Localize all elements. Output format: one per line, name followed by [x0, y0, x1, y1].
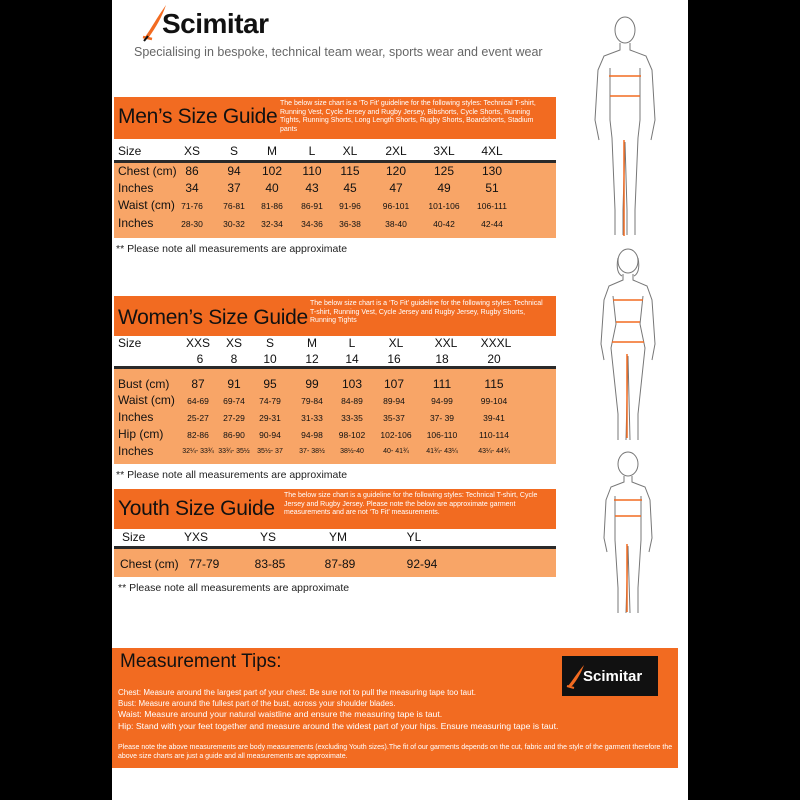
- women-size: M: [307, 336, 317, 350]
- women-cell: 106-110: [426, 430, 458, 440]
- men-cell: 47: [389, 181, 403, 195]
- men-row-label: Inches: [118, 181, 154, 195]
- tip-bust: [118, 699, 396, 708]
- women-size: L: [348, 336, 356, 350]
- women-row-label: Inches: [118, 444, 154, 458]
- men-cell: 110: [302, 164, 322, 178]
- women-cell: 90-94: [259, 430, 281, 440]
- women-row-label: Bust (cm): [118, 377, 170, 391]
- women-row-label: Inches: [118, 410, 154, 424]
- youth-footnote: ** Please note all measurements are approximate: [118, 582, 350, 594]
- women-cell: 89-94: [383, 396, 405, 406]
- women-cell: 91: [227, 377, 241, 391]
- men-cell: 81-86: [261, 201, 283, 211]
- women-uk-size: 12: [305, 352, 319, 366]
- tip-text: Stand with your feet together and measure around the widest part of your hips. Ensure measuring tape is taut.: [133, 721, 559, 731]
- women-cell: 110-114: [479, 430, 509, 440]
- men-size: S: [229, 144, 238, 158]
- tips-footer-note: Please note the above measurements are body measurements (excluding Youth sizes).The fit of our garments depends on the cut, fabric and the style of the garment therefore the above size charts are just a guide and all measurements are approximate.: [118, 744, 673, 760]
- measurement-tips-panel: [112, 648, 678, 768]
- women-cell: 39-41: [483, 413, 505, 423]
- women-cell: 43¼- 44¾: [478, 448, 510, 455]
- women-size: S: [265, 336, 274, 350]
- men-cell: 76-81: [223, 201, 245, 211]
- tip-term: Chest:: [118, 688, 142, 697]
- men-cell: 91-96: [339, 201, 361, 211]
- women-cell: 98-102: [338, 430, 366, 440]
- men-cell: 106-111: [477, 201, 507, 211]
- women-footnote: ** Please note all measurements are approximate: [116, 469, 348, 481]
- youth-cell: 83-85: [254, 557, 286, 571]
- men-size: 3XL: [433, 144, 455, 158]
- men-cell: 34: [185, 181, 199, 195]
- women-cell: 41¾- 43¼: [426, 448, 458, 455]
- men-cell: 49: [437, 181, 451, 195]
- men-size: 2XL: [385, 144, 407, 158]
- women-cell: 31-33: [301, 413, 323, 423]
- women-size: XXS: [185, 336, 210, 350]
- women-cell: 86-90: [223, 430, 245, 440]
- men-cell: 101-106: [428, 201, 460, 211]
- brand-logo-text: Scimitar: [162, 8, 269, 39]
- women-size: XXXL: [480, 336, 512, 350]
- men-cell: 34-36: [301, 219, 323, 229]
- tip-chest: [118, 688, 476, 697]
- women-uk-size: 20: [487, 352, 501, 366]
- women-cell: 25-27: [187, 413, 209, 423]
- women-cell: 37- 39: [429, 413, 455, 423]
- tip-term: Waist:: [118, 709, 142, 719]
- women-title: Women’s Size Guide: [118, 306, 308, 329]
- youth-cell: 77-79: [188, 557, 220, 571]
- child-body-figure: [598, 448, 658, 618]
- youth-size: YM: [329, 530, 347, 544]
- men-cell: 71-76: [181, 201, 203, 211]
- men-cell: 102: [261, 164, 283, 178]
- men-section-header: [114, 97, 556, 139]
- youth-size: YS: [259, 530, 276, 544]
- men-cell: 37: [227, 181, 241, 195]
- youth-section-header: [114, 489, 556, 529]
- women-cell: 79-84: [301, 396, 323, 406]
- men-footnote: ** Please note all measurements are approximate: [116, 243, 348, 255]
- youth-row-label: Chest (cm): [120, 557, 179, 571]
- men-cell: 40-42: [433, 219, 455, 229]
- women-uk-size: 18: [435, 352, 449, 366]
- women-cell: 95: [263, 377, 277, 391]
- women-cell: 103: [341, 377, 363, 391]
- women-cell: 84-89: [341, 396, 363, 406]
- men-row-label: Waist (cm): [118, 198, 175, 212]
- women-cell: 102-106: [380, 430, 412, 440]
- men-title: Men’s Size Guide: [118, 105, 278, 128]
- women-uk-size: 8: [230, 352, 238, 366]
- women-row-label: Waist (cm): [118, 393, 175, 407]
- men-size: L: [308, 144, 316, 158]
- tagline: Specialising in bespoke, technical team wear, sports wear and event wear: [134, 45, 543, 59]
- women-cell: 33¾- 35½: [218, 448, 250, 455]
- women-size: XS: [225, 336, 242, 350]
- youth-cell: 87-89: [324, 557, 356, 571]
- men-cell: 51: [485, 181, 499, 195]
- tip-term: Hip:: [118, 721, 134, 731]
- women-cell: 37- 38½: [299, 448, 325, 455]
- men-cell: 28-30: [181, 219, 203, 229]
- women-note: The below size chart is a ‘To Fit’ guideline for the following styles: Technical T-shirt, Running Vest, Cycle Jersey and Rugby Jersey, Rugby Shorts, Running Tights: [310, 300, 543, 325]
- women-size-label: Size: [118, 336, 142, 350]
- women-cell: 35-37: [383, 413, 405, 423]
- women-cell: 115: [484, 377, 504, 391]
- women-cell: 82-86: [187, 430, 209, 440]
- women-cell: 107: [383, 377, 405, 391]
- men-size: M: [267, 144, 277, 158]
- men-size: XL: [342, 144, 358, 158]
- women-cell: 87: [191, 377, 205, 391]
- tip-text: Measure around the largest part of your chest. Be sure not to pull the measuring tape too taut.: [141, 688, 476, 697]
- tip-text: Measure around the fullest part of the bust, across your shoulder blades.: [136, 699, 396, 708]
- tip-text: Measure around your natural waistline and ensure the measuring tape is taut.: [141, 709, 443, 719]
- size-guide-page: [112, 0, 688, 800]
- women-cell: 111: [432, 377, 452, 391]
- women-cell: 35½- 37: [257, 448, 283, 455]
- women-cell: 74-79: [259, 396, 281, 406]
- women-uk-size: 6: [196, 352, 204, 366]
- youth-size: YL: [406, 530, 422, 544]
- women-cell: 69-74: [223, 396, 245, 406]
- women-cell: 99-104: [480, 396, 508, 406]
- youth-cell: 92-94: [406, 557, 438, 571]
- men-cell: 96-101: [382, 201, 410, 211]
- men-cell: 94: [227, 164, 241, 178]
- women-cell: 94-99: [431, 396, 453, 406]
- men-row-label: Inches: [118, 216, 154, 230]
- women-cell: 33-35: [341, 413, 363, 423]
- tips-title: Measurement Tips:: [120, 651, 282, 672]
- women-cell: 99: [305, 377, 319, 391]
- badge-brand-text: Scimitar: [583, 668, 643, 685]
- youth-size-label: Size: [122, 530, 146, 544]
- men-size-label: Size: [118, 144, 142, 158]
- women-cell: 27-29: [223, 413, 245, 423]
- men-size: XS: [183, 144, 200, 158]
- men-cell: 86: [185, 164, 199, 178]
- men-cell: 42-44: [481, 219, 503, 229]
- men-cell: 40: [265, 181, 279, 195]
- women-cell: 64-69: [187, 396, 209, 406]
- men-cell: 45: [343, 181, 357, 195]
- women-section-header: [114, 296, 556, 336]
- men-size: 4XL: [481, 144, 503, 158]
- men-cell: 38-40: [385, 219, 407, 229]
- women-uk-size: 14: [345, 352, 359, 366]
- women-cell: 40- 41¾: [383, 448, 409, 455]
- women-cell: 32¼- 33¾: [182, 448, 214, 455]
- women-cell: 29-31: [259, 413, 281, 423]
- youth-title: Youth Size Guide: [118, 497, 275, 520]
- women-size: XXL: [434, 336, 458, 350]
- men-note: The below size chart is a ‘To Fit’ guideline for the following styles: Technical T-shirt, Running Vest, Cycle Jersey and Rugby Jersey, Bibshorts, Cycle Shorts, Running Tights, Running Shorts, Long Length Shorts, Rugby Shorts, Boardshorts, Stadium pants: [280, 100, 536, 133]
- men-cell: 36-38: [339, 219, 361, 229]
- scimitar-badge: [562, 656, 658, 696]
- men-cell: 120: [385, 164, 407, 178]
- men-cell: 32-34: [261, 219, 283, 229]
- tip-term: Bust:: [118, 699, 137, 708]
- tip-hip: [118, 721, 558, 731]
- youth-note: The below size chart is a guideline for the following styles: Technical T-shirt, Cycle Jersey and Rugby Jersey. Please note the below are approximate garment measurements and are not ‘To Fit’ measurements.: [284, 492, 538, 517]
- women-row-label: Hip (cm): [118, 427, 164, 441]
- women-uk-size: 16: [387, 352, 401, 366]
- women-size: XL: [388, 336, 404, 350]
- men-cell: 86-91: [301, 201, 323, 211]
- women-cell: 94-98: [301, 430, 323, 440]
- men-row-label: Chest (cm): [118, 164, 177, 178]
- female-body-figure: [594, 244, 662, 444]
- men-cell: 125: [433, 164, 455, 178]
- women-uk-size: 10: [263, 352, 277, 366]
- men-cell: 130: [481, 164, 503, 178]
- men-cell: 115: [340, 164, 360, 178]
- men-cell: 30-32: [223, 219, 245, 229]
- tip-waist: [118, 709, 442, 719]
- women-cell: 38½-40: [340, 448, 364, 455]
- male-body-figure: [590, 10, 660, 240]
- men-cell: 43: [305, 181, 319, 195]
- youth-size: YXS: [183, 530, 208, 544]
